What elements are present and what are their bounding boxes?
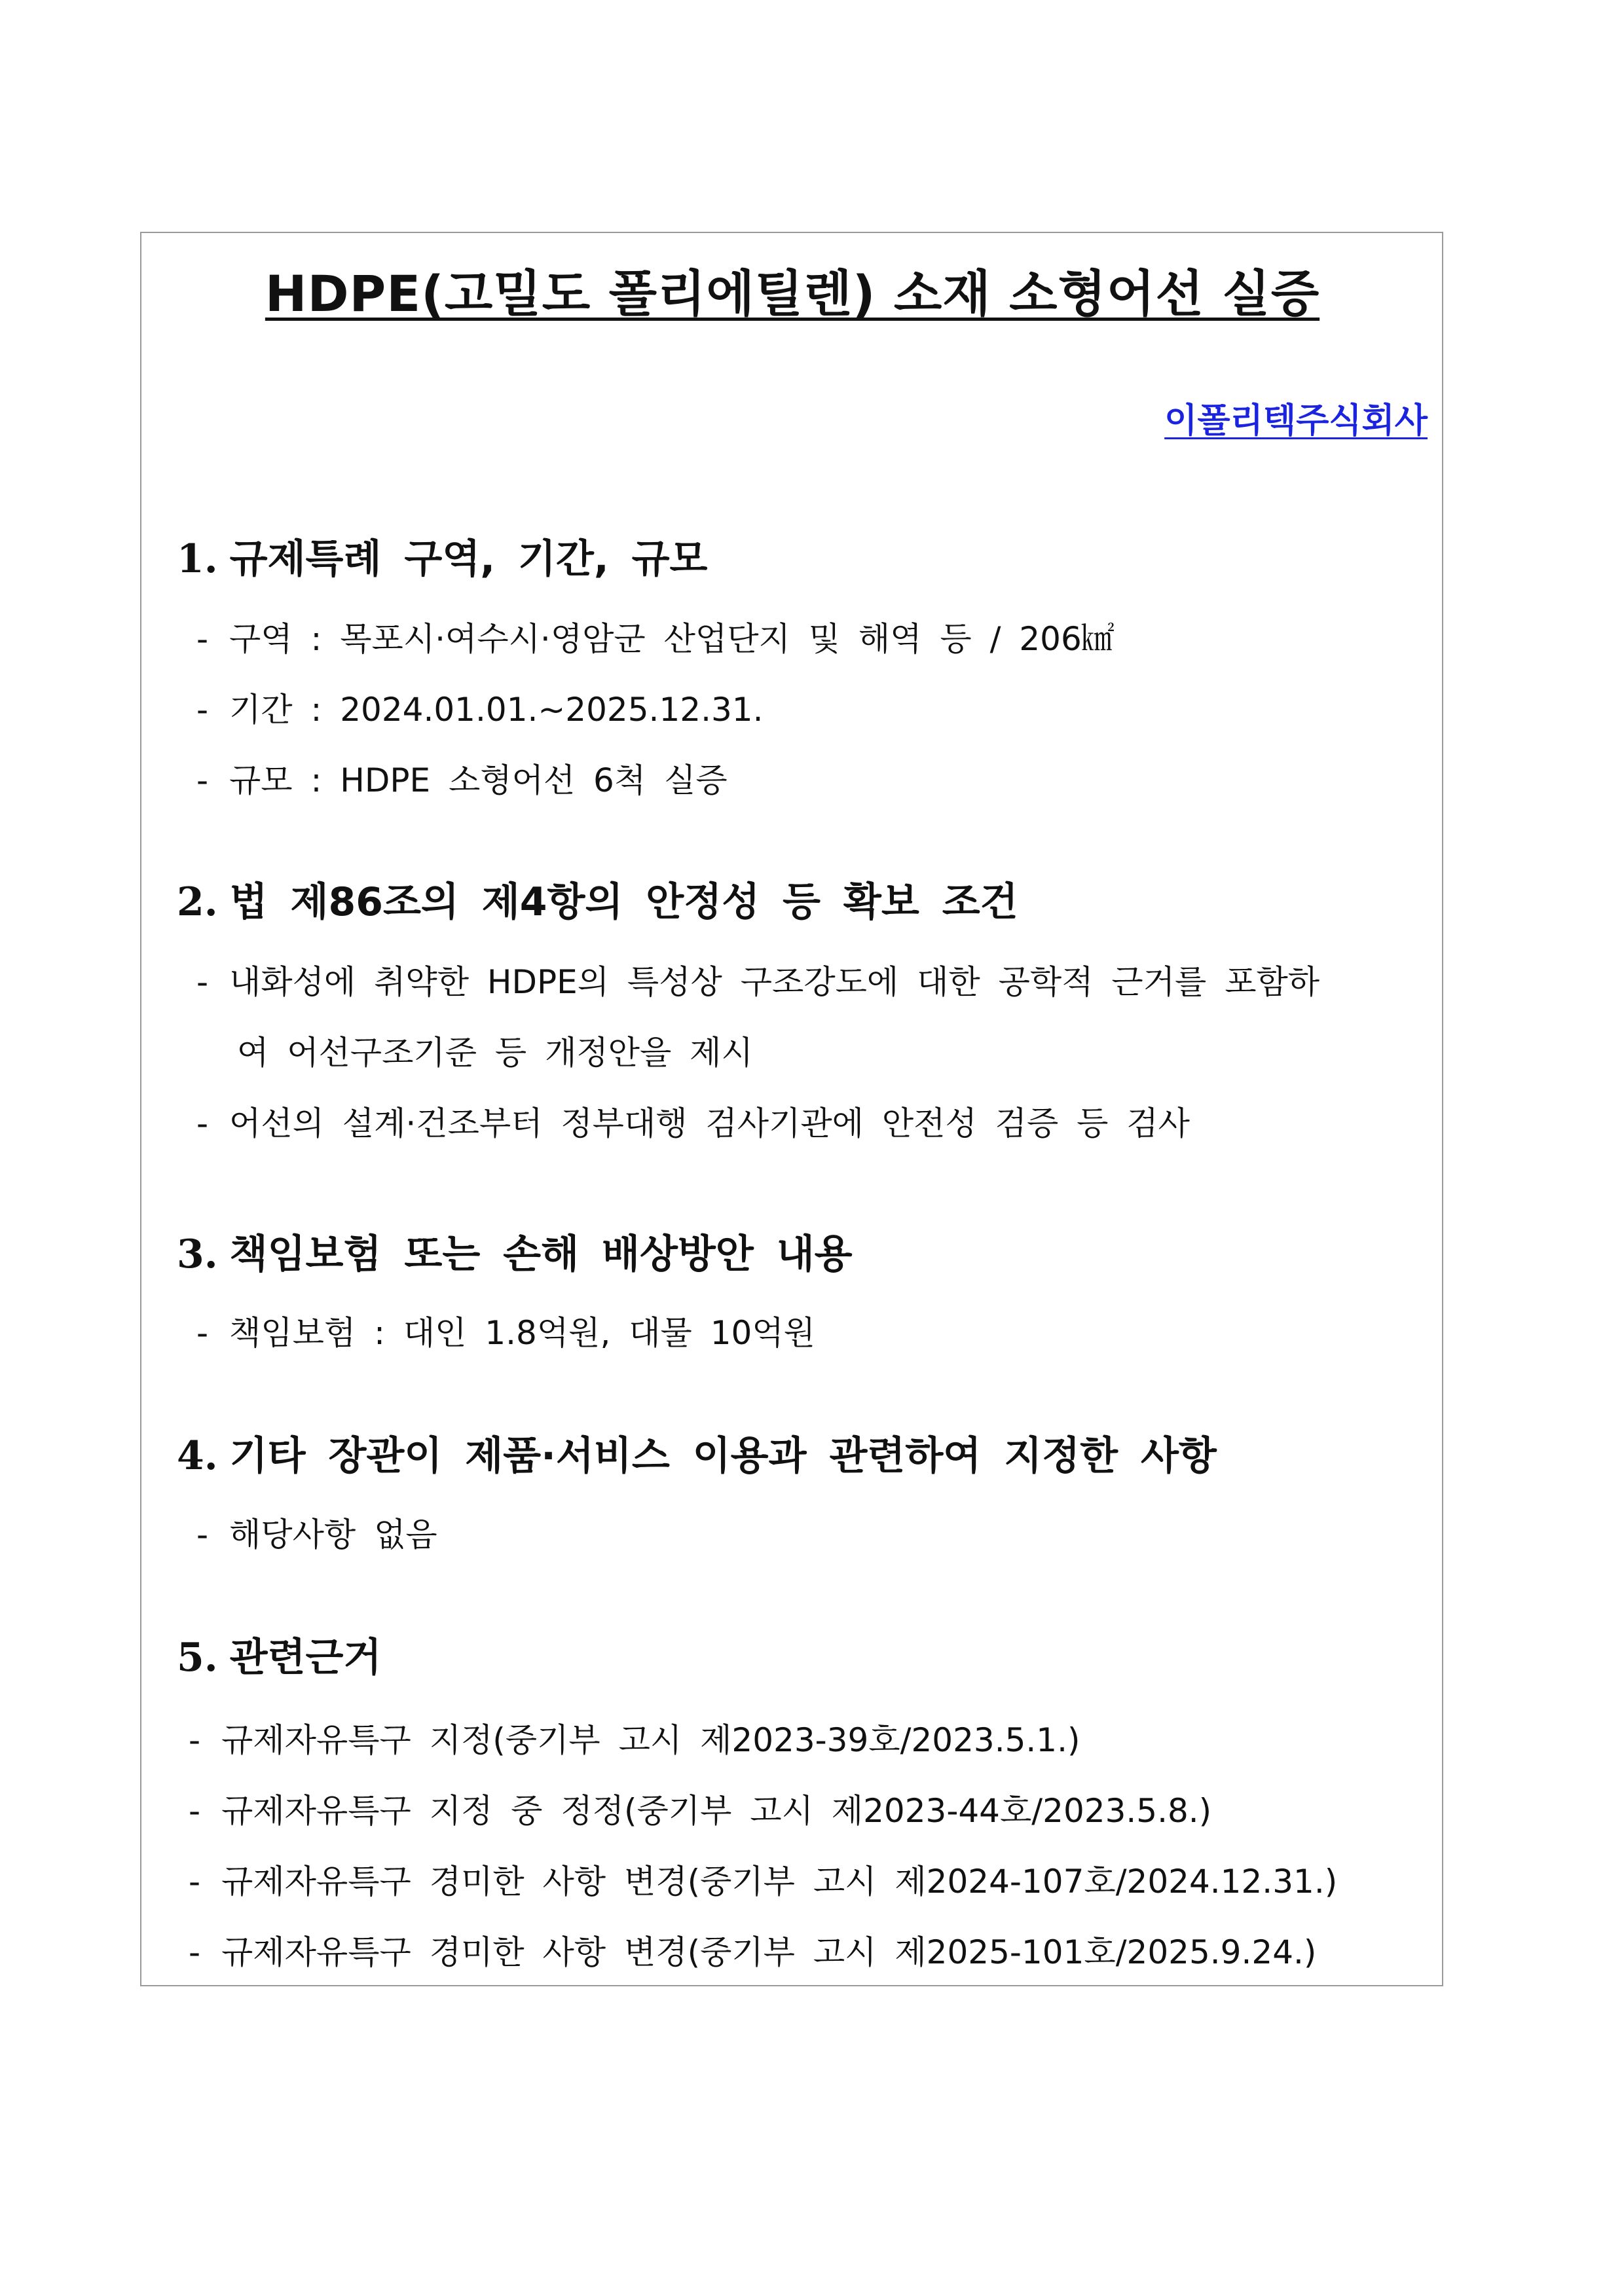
list-item	[196, 613, 1115, 660]
item-text: 내화성에 취약한 HDPE의 특성상 구조강도에 대한 공학적 근거를 포함하	[229, 963, 1320, 1001]
list-item	[189, 1926, 1316, 1973]
section-5-heading	[177, 1626, 381, 1683]
section-title: 책임보험 또는 손해 배상방안 내용	[229, 1231, 853, 1277]
item-text: 책임보험 : 대인 1.8억원, 대물 10억원	[229, 1314, 815, 1352]
item-text: 규제자유특구 지정 중 정정(중기부 고시 제2023-44호/2023.5.8.)	[221, 1792, 1212, 1830]
section-number: 1.	[177, 536, 218, 582]
section-1-heading	[177, 528, 708, 584]
list-item-continuation: 여 어선구조기준 등 개정안을 제시	[237, 1034, 753, 1072]
list-item	[189, 1714, 1080, 1761]
bullet-dash: -	[196, 1314, 209, 1352]
item-text: 규모 : HDPE 소형어선 6척 실증	[229, 761, 728, 799]
bullet-dash: -	[196, 761, 209, 799]
section-4-heading	[177, 1425, 1217, 1481]
section-title: 법 제86조의 제4항의 안정성 등 확보 조건	[229, 879, 1018, 925]
bullet-dash: -	[189, 1792, 201, 1830]
bullet-dash: -	[189, 1863, 201, 1901]
list-item	[196, 1508, 437, 1556]
item-text: 규제자유특구 지정(중기부 고시 제2023-39호/2023.5.1.)	[221, 1721, 1080, 1759]
section-number: 3.	[177, 1231, 218, 1277]
section-2-heading	[177, 871, 1018, 927]
list-item	[196, 1307, 815, 1354]
bullet-dash: -	[189, 1933, 201, 1971]
list-item	[196, 956, 1320, 1003]
list-item	[196, 683, 763, 731]
list-item	[189, 1855, 1337, 1903]
section-number: 2.	[177, 879, 218, 925]
section-title: 규제특례 구역, 기간, 규모	[229, 536, 708, 582]
item-text: 해당사항 없음	[229, 1516, 437, 1554]
section-number: 4.	[177, 1433, 218, 1479]
item-text: 규제자유특구 경미한 사항 변경(중기부 고시 제2025-101호/2025.9.24.)	[221, 1933, 1317, 1971]
bullet-dash: -	[196, 1104, 209, 1142]
section-title: 기타 장관이 제품·서비스 이용과 관련하여 지정한 사항	[229, 1433, 1217, 1479]
list-item	[189, 1785, 1211, 1832]
section-number: 5.	[177, 1635, 218, 1681]
bullet-dash: -	[196, 691, 209, 729]
item-text: 구역 : 목포시·여수시·영암군 산업단지 및 해역 등 / 206㎢	[229, 620, 1115, 658]
bullet-dash: -	[196, 1516, 209, 1554]
list-item	[196, 754, 728, 801]
bullet-dash: -	[189, 1721, 201, 1759]
company-name: 이폴리텍주식회사	[1164, 401, 1428, 441]
bullet-dash: -	[196, 963, 209, 1001]
section-3-heading	[177, 1223, 853, 1279]
bullet-dash: -	[196, 620, 209, 658]
item-text: 규제자유특구 경미한 사항 변경(중기부 고시 제2024-107호/2024.12.31.)	[221, 1863, 1338, 1901]
item-text: 어선의 설계·건조부터 정부대행 검사기관에 안전성 검증 등 검사	[229, 1104, 1190, 1142]
item-text: 기간 : 2024.01.01.~2025.12.31.	[229, 691, 764, 729]
list-item	[196, 1097, 1190, 1144]
document-title: HDPE(고밀도 폴리에틸렌) 소재 소형어선 실증	[265, 264, 1320, 323]
section-title: 관련근거	[229, 1635, 382, 1681]
